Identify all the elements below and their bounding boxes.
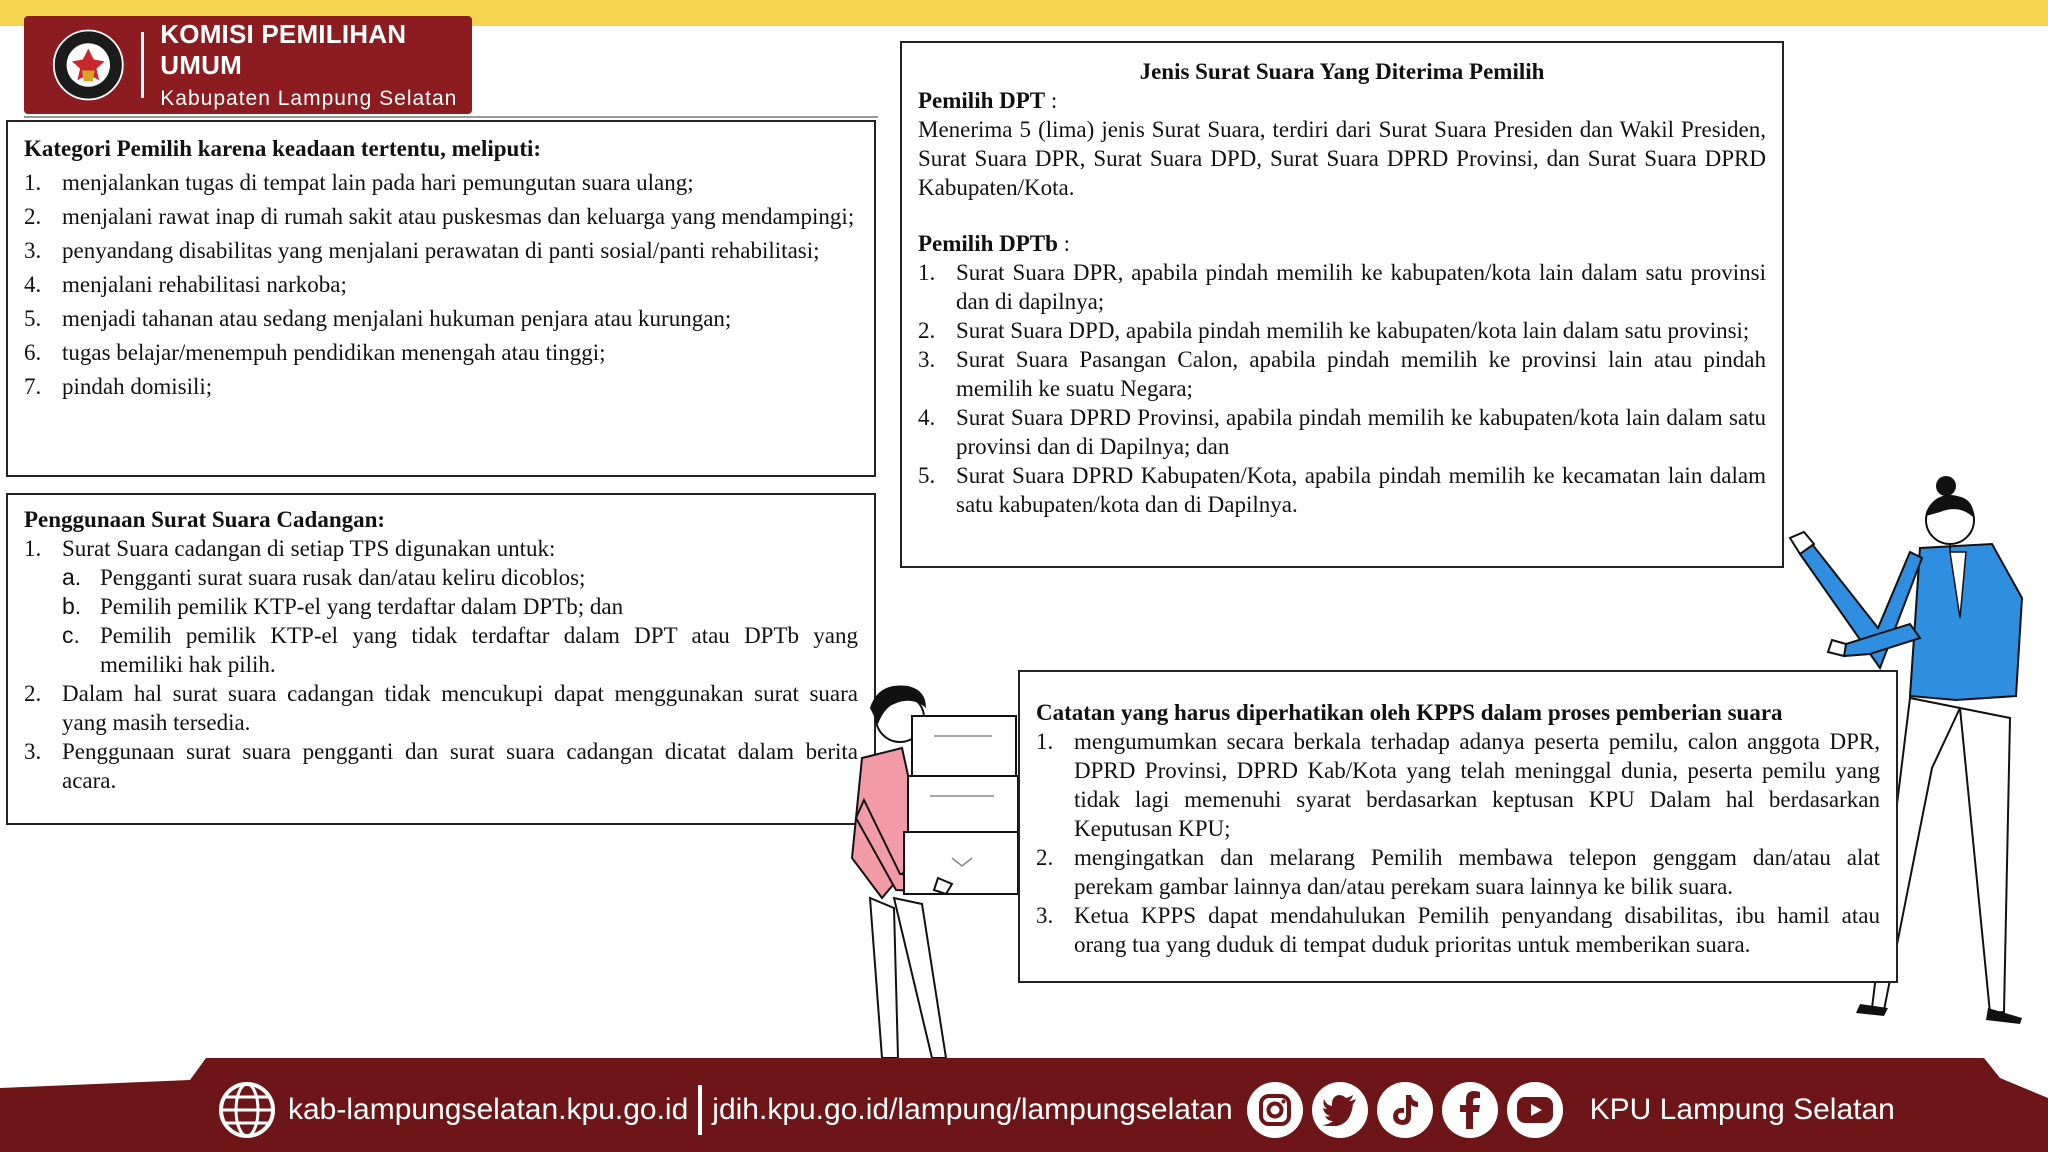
list-item: 2. menjalani rawat inap di rumah sakit atau puskesmas dan keluarga yang mendampingi; bbox=[24, 204, 855, 229]
man-carrying-boxes-illustration bbox=[842, 668, 1038, 1058]
footer-bar bbox=[0, 1058, 2048, 1152]
list-item: 2. mengingatkan dan melarang Pemilih membawa telepon genggam dan/atau alat perekam gambar lainnya dan/atau perekam suara lainnya ke bilik suara. bbox=[1036, 845, 1880, 899]
jenis-box bbox=[900, 41, 1784, 568]
cadangan-sublist bbox=[62, 563, 858, 679]
dptb-list bbox=[918, 258, 1766, 519]
list-item: c. Pemilih pemilik KTP-el yang tidak terdaftar dalam DPT atau DPTb yang memiliki hak pilih. bbox=[62, 622, 858, 677]
header-rule bbox=[24, 116, 878, 118]
catatan-list bbox=[1036, 727, 1880, 959]
dptb-label: Pemilih DPTb bbox=[918, 231, 1058, 256]
list-item: 6. tugas belajar/menempuh pendidikan menengah atau tinggi; bbox=[24, 340, 606, 365]
list-item: a. Pengganti surat suara rusak dan/atau keliru dicoblos; bbox=[62, 564, 586, 590]
list-item: 7. pindah domisili; bbox=[24, 374, 213, 399]
list-item: 1. Surat Suara cadangan di setiap TPS digunakan untuk: bbox=[24, 536, 556, 561]
list-item: 5. Surat Suara DPRD Kabupaten/Kota, apabila pindah memilih ke kecamatan lain dalam satu kabupaten/kota dan di Dapilnya. bbox=[918, 463, 1766, 517]
twitter-icon[interactable] bbox=[1312, 1082, 1368, 1138]
list-item: 3. penyandang disabilitas yang menjalani perawatan di panti sosial/panti rehabilitasi; bbox=[24, 238, 820, 263]
list-item: 1. menjalankan tugas di tempat lain pada hari pemungutan suara ulang; bbox=[24, 170, 694, 195]
dpt-text: Menerima 5 (lima) jenis Surat Suara, terdiri dari Surat Suara Presiden dan Wakil Presiden, Surat Suara DPR, Surat Suara DPD, Surat Suara DPRD Provinsi, dan Surat Suara DPRD Kabupaten/Kota. bbox=[918, 117, 1766, 200]
footer-account-name: KPU Lampung Selatan bbox=[1589, 1093, 1895, 1126]
list-item: 2. Dalam hal surat suara cadangan tidak mencukupi dapat menggunakan surat suara yang masih tersedia. bbox=[24, 681, 858, 735]
cadangan-list bbox=[24, 534, 858, 795]
list-item: 1. mengumumkan secara berkala terhadap adanya peserta pemilu, calon anggota DPR, DPRD Provinsi, DPRD Kab/Kota yang telah meninggal dunia, peserta pemilu yang tidak lagi memenuhi syarat berdasarkan keptusan KPU Dalam hal berdasarkan Keputusan KPU; bbox=[1036, 729, 1880, 841]
jenis-title: Jenis Surat Suara Yang Diterima Pemilih bbox=[1139, 59, 1545, 84]
catatan-title: Catatan yang harus diperhatikan oleh KPPS dalam proses pemberian suara bbox=[1036, 700, 1783, 725]
list-item: 2. Surat Suara DPD, apabila pindah memilih ke kabupaten/kota lain dalam satu provinsi; bbox=[918, 318, 1750, 343]
footer-separator bbox=[698, 1085, 702, 1135]
footer-jdih-link[interactable]: jdih.kpu.go.id/lampung/lampungselatan bbox=[712, 1093, 1233, 1126]
brand-title: KOMISI PEMILIHAN UMUM bbox=[160, 19, 407, 80]
sublist-container bbox=[24, 563, 858, 679]
list-item: 5. menjadi tahanan atau sedang menjalani hukuman penjara atau kurungan; bbox=[24, 306, 732, 331]
list-item: 3. Surat Suara Pasangan Calon, apabila pindah memilih ke provinsi lain atau pindah memilih ke suatu Negara; bbox=[918, 347, 1766, 401]
list-item: b. Pemilih pemilik KTP-el yang terdaftar dalam DPTb; dan bbox=[62, 593, 624, 619]
instagram-icon[interactable] bbox=[1247, 1082, 1303, 1138]
catatan-box bbox=[1018, 670, 1898, 983]
cadangan-title: Penggunaan Surat Suara Cadangan: bbox=[24, 507, 386, 532]
footer-website-link[interactable]: kab-lampungselatan.kpu.go.id bbox=[288, 1093, 689, 1126]
list-item: 1. Surat Suara DPR, apabila pindah memilih ke kabupaten/kota lain dalam satu provinsi dan di dapilnya; bbox=[918, 260, 1766, 314]
brand-subtitle: Kabupaten Lampung Selatan bbox=[160, 87, 458, 110]
list-item: 4. Surat Suara DPRD Provinsi, apabila pindah memilih ke kabupaten/kota lain dalam satu provinsi dan di Dapilnya; dan bbox=[918, 405, 1766, 459]
youtube-icon[interactable] bbox=[1507, 1082, 1563, 1138]
kpu-header-banner bbox=[24, 16, 472, 114]
dpt-colon: : bbox=[1045, 88, 1058, 113]
list-item: 3. Penggunaan surat suara pengganti dan surat suara cadangan dicatat dalam berita acara. bbox=[24, 739, 858, 793]
globe-icon bbox=[218, 1081, 276, 1139]
kpu-logo-icon bbox=[52, 26, 125, 104]
cadangan-box bbox=[6, 493, 876, 825]
facebook-icon[interactable] bbox=[1442, 1082, 1498, 1138]
brand-divider bbox=[141, 32, 145, 98]
list-item: 3. Ketua KPPS dapat mendahulukan Pemilih penyandang disabilitas, ibu hamil atau orang tua yang duduk di tempat duduk prioritas untuk memberikan suara. bbox=[1036, 903, 1880, 957]
dpt-label: Pemilih DPT bbox=[918, 88, 1046, 113]
dptb-colon: : bbox=[1057, 231, 1071, 256]
kategori-title: Kategori Pemilih karena keadaan tertentu, meliputi: bbox=[24, 136, 542, 161]
list-item: 4. menjalani rehabilitasi narkoba; bbox=[24, 272, 347, 297]
tiktok-icon[interactable] bbox=[1377, 1082, 1433, 1138]
kategori-box bbox=[6, 120, 876, 477]
kategori-list bbox=[24, 166, 858, 404]
